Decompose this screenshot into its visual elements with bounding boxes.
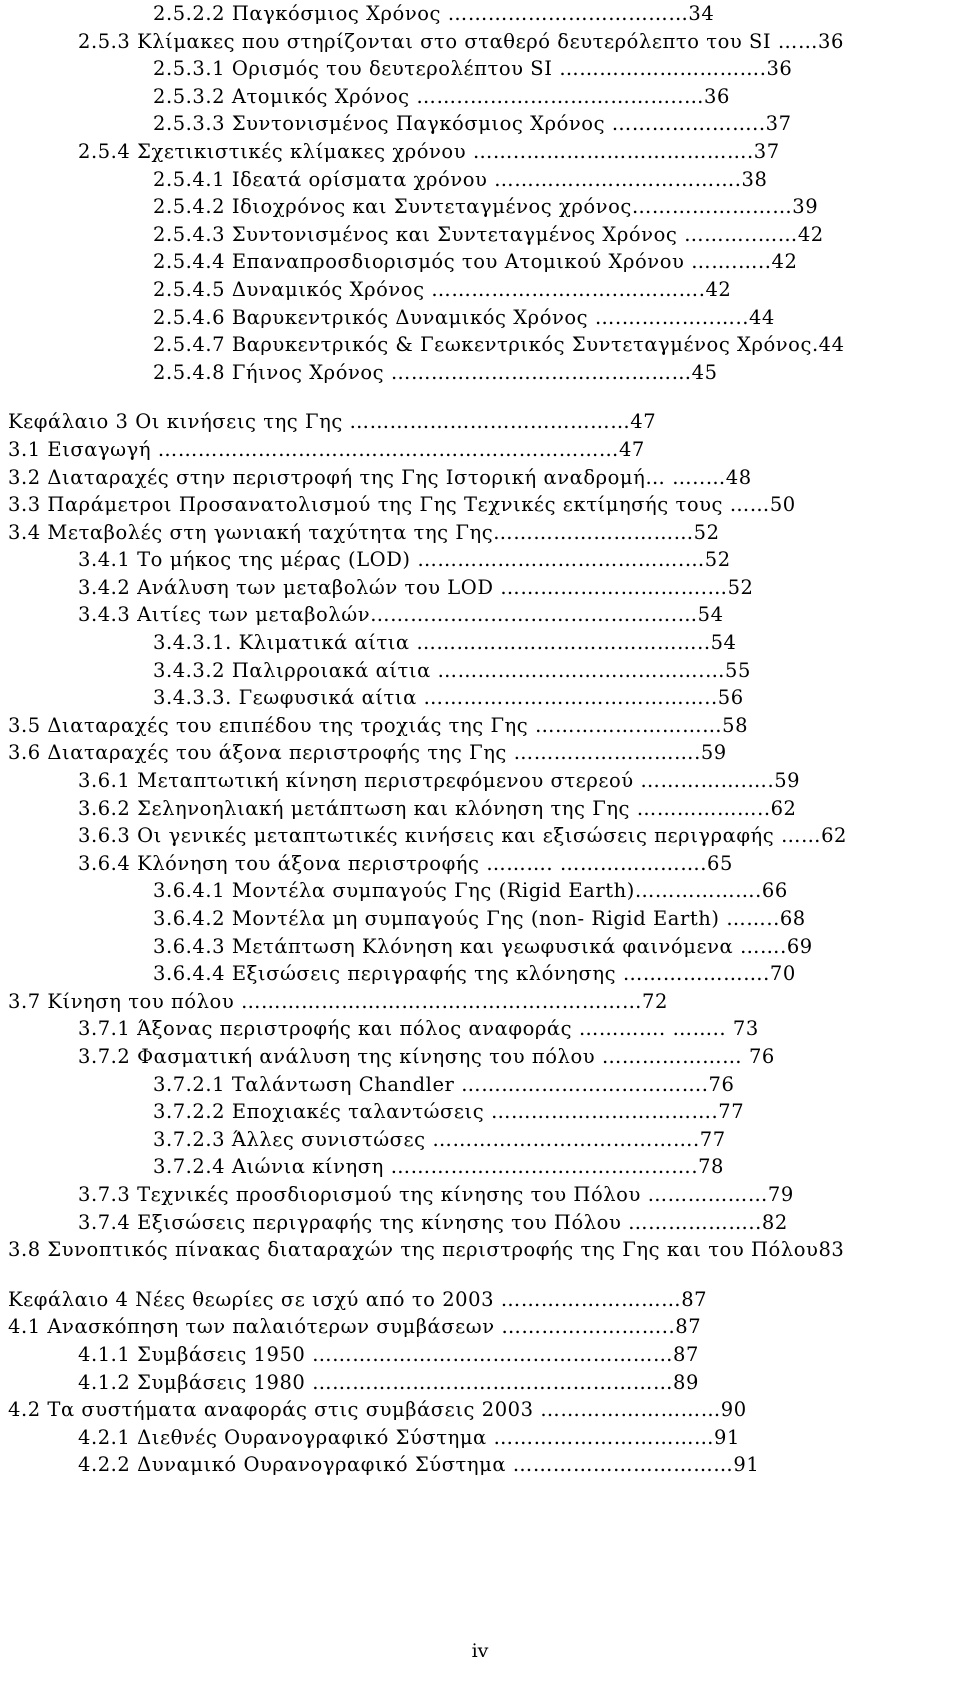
toc-entry: Κεφάλαιο 3 Οι κινήσεις της Γης ……………………………………47 [8, 410, 657, 434]
toc-entry: 3.6.1 Μεταπτωτική κίνηση περιστρεφόμενου στερεού …………….….59 [78, 769, 801, 793]
toc-entry: Κεφάλαιο 4 Νέες θεωρίες σε ισχύ από το 2003 ………………………87 [8, 1287, 708, 1311]
table-of-contents [8, 0, 953, 1479]
toc-entry: 3.4.3.2 Παλιρροιακά αίτια ………………………………….…55 [153, 658, 751, 682]
toc-entry: 3.7.3 Τεχνικές προσδιορισμού της κίνησης του Πόλου ………………79 [78, 1182, 794, 1206]
toc-entry: 2.5.4.4 Επαναπροσδιορισμός του Ατομικού Χρόνου …….…..42 [153, 250, 798, 274]
toc-entry: 3.7.2.1 Ταλάντωση Chandler ……………………………….76 [153, 1072, 735, 1096]
toc-entry: 2.5.3.2 Ατομικός Χρόνος ……..…………………………..…36 [153, 84, 730, 108]
toc-entry: 3.7.2.4 Αιώνια κίνηση ……………………………………….78 [153, 1155, 724, 1179]
toc-entry: 4.1.1 Συμβάσεις 1950 ………………………………………………87 [78, 1342, 699, 1366]
toc-entry: 3.2 Διαταραχές στην περιστροφή της Γης Ιστορική αναδρομή… …..…48 [8, 465, 752, 489]
toc-entry: 4.1 Ανασκόπηση των παλαιότερων συμβάσεων ……………………..87 [8, 1315, 702, 1339]
toc-entry: 3.4.3 Αιτίες των μεταβολών……………………………………….…54 [78, 603, 724, 627]
toc-entry: 3.6.4.2 Μοντέλα μη συμπαγούς Γης (non- Rigid Earth) ……..68 [153, 907, 806, 930]
toc-entry: 3.3 Παράμετροι Προσανατολισμού της Γης Τεχνικές εκτίμησής τους ……50 [8, 493, 796, 517]
toc-entry: 3.4.1 Το μήκος της μέρας (LOD) ………………………………….…52 [78, 548, 731, 572]
toc-entry: 3.6.3 Οι γενικές μεταπτωτικές κινήσεις και εξισώσεις περιγραφής ……62 [78, 824, 848, 848]
toc-entry: 3.4.2 Ανάλυση των μεταβολών του LOD ………………………….…52 [78, 575, 754, 599]
toc-entry: 2.5.3.1 Ορισμός του δευτερολέπτου SI ………………………….36 [153, 57, 793, 81]
toc-entry: 3.7.2.2 Εποχιακές ταλαντώσεις …………………………….77 [153, 1100, 745, 1124]
toc-entry: 4.2 Τα συστήματα αναφοράς στις συμβάσεις 2003 ………………………90 [8, 1398, 747, 1422]
toc-entry: 3.4.3.1. Κλιματικά αίτια ……………………………………..54 [153, 631, 737, 655]
toc-entry: 2.5.4.6 Βαρυκεντρικός Δυναμικός Χρόνος ….…………..…..44 [153, 305, 775, 329]
toc-entry: 3.7 Κίνηση του πόλου ……………………………………………………72 [8, 989, 668, 1013]
toc-entry: 2.5.4.3 Συντονισμένος και Συντεταγμένος Χρόνος ………..……42 [153, 222, 824, 246]
toc-entry: 3.6.4.3 Μετάπτωση Κλόνηση και γεωφυσικά φαινόμενα …….69 [153, 934, 813, 958]
toc-entry: 3.1 Εισαγωγή ……………………………………………………………47 [8, 437, 645, 461]
page-number: iv [471, 1640, 489, 1662]
toc-entry: 2.5.4.8 Γήινος Χρόνος ………………………………………45 [153, 360, 718, 384]
toc-entry: 3.6.4 Κλόνηση του άξονα περιστροφής ………. ………………….65 [78, 851, 733, 875]
toc-entry: 3.7.1 Άξονας περιστροφής και πόλος αναφοράς …………. …….. 73 [78, 1017, 759, 1041]
toc-entry: 3.8 Συνοπτικός πίνακας διαταραχών της περιστροφής της Γης και του Πόλου83 [8, 1238, 845, 1262]
toc-entry: 2.5.4.2 Ιδιοχρόνος και Συντεταγμένος χρόνος……………………39 [153, 195, 819, 219]
toc-entry: 3.6.4.1 Μοντέλα συμπαγούς Γης (Rigid Earth)……………….66 [153, 879, 788, 903]
section-gap [8, 1264, 953, 1286]
toc-entry: 2.5.4 Σχετικιστικές κλίμακες χρόνου ……..…………………………….37 [78, 139, 780, 163]
section-gap [8, 386, 953, 408]
toc-entry: 3.7.4 Εξισώσεις περιγραφής της κίνησης του Πόλου ………………..82 [78, 1210, 788, 1234]
toc-entry: 2.5.3 Κλίμακες που στηρίζονται στο σταθερό δευτερόλεπτο του SI ……36 [78, 29, 844, 53]
toc-entry: 4.2.2 Δυναμικό Ουρανογραφικό Σύστημα ……………………………91 [78, 1453, 760, 1477]
toc-entry: 3.4.3.3. Γεωφυσικά αίτια ……………………………………..56 [153, 686, 744, 710]
toc-entry: 2.5.4.7 Βαρυκεντρικός & Γεωκεντρικός Συντεταγμένος Χρόνος.44 [153, 333, 845, 357]
toc-entry: 4.1.2 Συμβάσεις 1980 ………………………………………………89 [78, 1370, 699, 1394]
toc-entry: 3.7.2.3 Άλλες συνιστώσες ………………………………….77 [153, 1127, 726, 1151]
toc-entry: 3.7.2 Φασματική ανάλυση της κίνησης του πόλου ………………… 76 [78, 1044, 775, 1068]
toc-entry: 3.5 Διαταραχές του επιπέδου της τροχιάς της Γης …………….…………58 [8, 713, 749, 737]
toc-entry: 3.4 Μεταβολές στη γωνιακή ταχύτητα της Γης…………………………52 [8, 520, 720, 544]
toc-entry: 2.5.4.1 Ιδεατά ορίσματα χρόνου ……………………………….38 [153, 167, 768, 191]
toc-entry: 2.5.2.2 Παγκόσμιος Χρόνος ………………………………34 [153, 2, 715, 25]
toc-entry: 2.5.3.3 Συντονισμένος Παγκόσμιος Χρόνος …………………..37 [153, 112, 792, 136]
toc-entry: 4.2.1 Διεθνές Ουρανογραφικό Σύστημα ……………………………91 [78, 1425, 740, 1449]
toc-entry: 3.6.2 Σεληνοηλιακή μετάπτωση και κλόνηση της Γης ………………..62 [78, 796, 797, 820]
toc-entry: 3.6.4.4 Εξισώσεις περιγραφής της κλόνησης ………………….70 [153, 962, 796, 986]
toc-entry: 2.5.4.5 Δυναμικός Χρόνος ……………………….………….42 [153, 277, 732, 301]
toc-entry: 3.6 Διαταραχές του άξονα περιστροφής της Γης ……………………….59 [8, 741, 727, 765]
